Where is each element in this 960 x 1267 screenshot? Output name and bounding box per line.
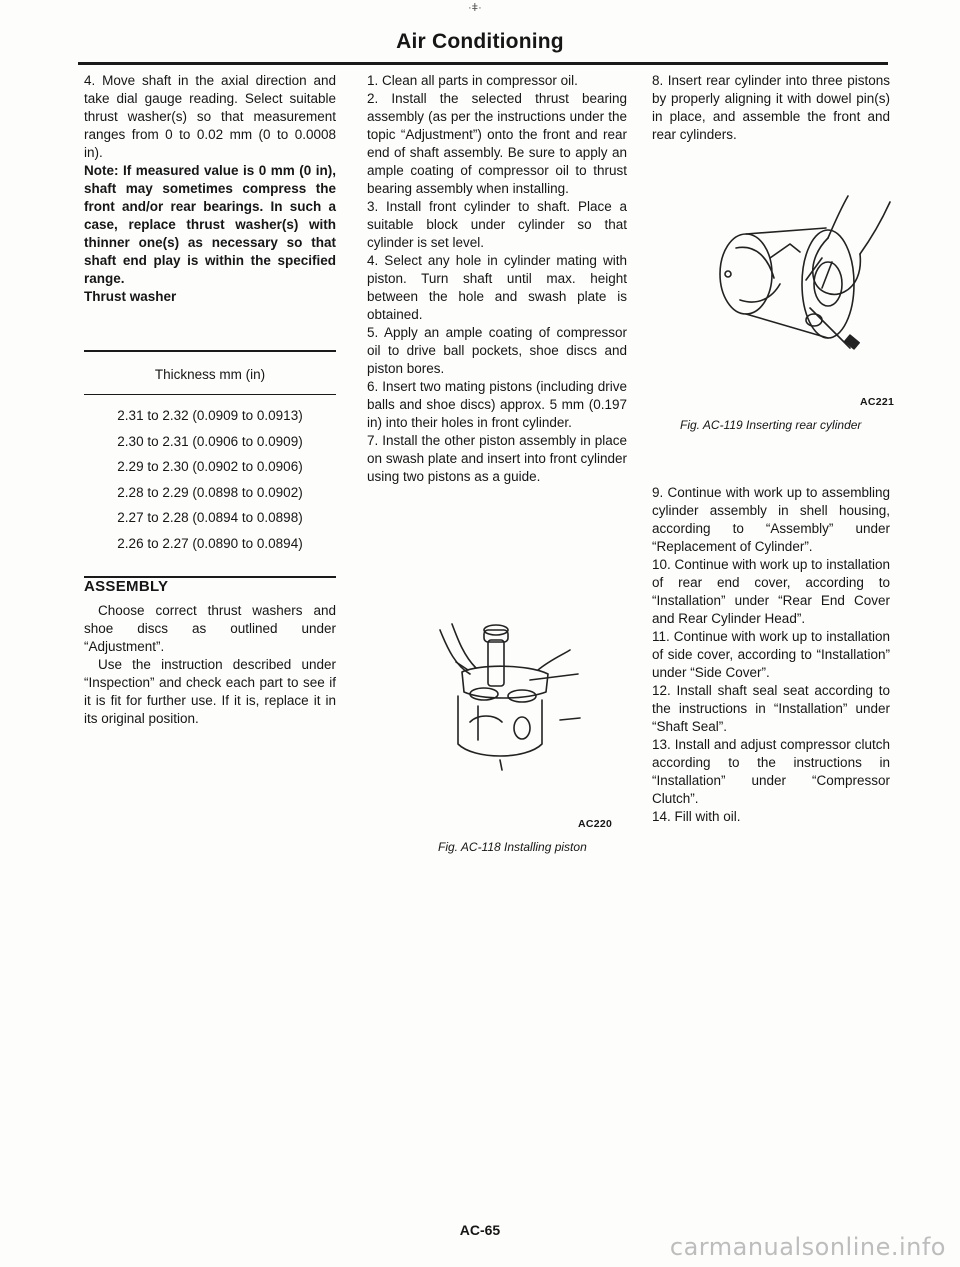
figure-code-ac220: AC220 [578, 818, 613, 830]
step-1: 1. Clean all parts in compressor oil. [367, 73, 578, 88]
figure-code-ac221: AC221 [860, 396, 895, 408]
step-11: 11. Continue with work up to installation of side cover, according to “Installation” under “Side Cover”. [652, 629, 890, 680]
table-row: 2.31 to 2.32 (0.0909 to 0.0913) [117, 408, 303, 423]
step-13: 13. Install and adjust compressor clutch according to the instructions in “Installation” under “Compressor Clutch”. [652, 737, 890, 806]
step-4-measure: 4. Move shaft in the axial direction and take dial gauge reading. Select suitable thrust washer(s) so that measurement ranges from 0 to 0.02 mm (0 to 0.0008 in). [84, 73, 336, 160]
column-middle [367, 72, 627, 486]
inserting-rear-cylinder-illustration [710, 188, 900, 368]
note-text: If measured value is 0 mm (0 in), shaft may sometimes compress the front and/or rear bearings. In such a case, replace thrust washer(s) with thinner one(s) as necessary so that shaft end play is within the specified range. [84, 163, 336, 286]
watermark: carmanualsonline.info [669, 1233, 946, 1261]
step-8: 8. Insert rear cylinder into three pistons by properly aligning it with dowel pin(s) in place, and assemble the front and rear cylinders. [652, 73, 890, 142]
step-2: 2. Install the selected thrust bearing assembly (as per the instructions under the topic “Adjustment”) onto the front and rear end of shaft assembly. Be sure to apply an ample coating of compressor oil to thrust bearing assembly when installing. [367, 91, 627, 196]
step-12: 12. Install shaft seal seat according to the instructions in “Installation” under “Shaft Seal”. [652, 683, 890, 734]
installing-piston-illustration [418, 610, 588, 780]
note-label: Note: [84, 163, 119, 178]
header-rule [78, 62, 888, 65]
table-row: 2.26 to 2.27 (0.0890 to 0.0894) [117, 535, 303, 551]
step-5: 5. Apply an ample coating of compressor oil to drive ball pockets, shoe discs and piston bores. [367, 325, 627, 376]
table-row: 2.30 to 2.31 (0.0906 to 0.0909) [117, 433, 303, 449]
step-6: 6. Insert two mating pistons (including drive balls and shoe discs) approx. 5 mm (0.197 in) into their holes in front cylinder. [367, 379, 627, 430]
column-left [84, 72, 336, 728]
step-9: 9. Continue with work up to assembling cylinder assembly in shell housing, according to “Assembly” under “Replacement of Cylinder”. [652, 485, 890, 554]
step-4: 4. Select any hole in cylinder mating with piston. Turn shaft until max. height between the hole and swash plate is obtained. [367, 253, 627, 322]
note-block [84, 162, 336, 288]
page-title: Air Conditioning [396, 30, 564, 53]
column-right [652, 72, 890, 144]
assembly-paragraph-1: Choose correct thrust washers and shoe discs as outlined under “Adjustment”. [84, 603, 336, 654]
step-10: 10. Continue with work up to installation of rear end cover, according to “Installation” under “Rear End Cover and Rear Cylinder Head”. [652, 557, 890, 626]
assembly-paragraph-2: Use the instruction described under “Inspection” and check each part to see if it is fit for further use. If it is, replace it in its original position. [84, 657, 336, 726]
top-mark: ·ǂ· [468, 2, 482, 14]
figure-caption-ac118: Fig. AC-118 Installing piston [438, 840, 587, 854]
table-row: 2.28 to 2.29 (0.0898 to 0.0902) [117, 484, 303, 500]
thrust-washer-title: Thrust washer [84, 289, 177, 304]
table-body [84, 395, 336, 576]
step-3: 3. Install front cylinder to shaft. Place a suitable block under cylinder so that cylinder is set level. [367, 199, 627, 250]
page-number: AC-65 [459, 1222, 501, 1238]
figure-caption-ac119: Fig. AC-119 Inserting rear cylinder [680, 418, 862, 432]
table-row: 2.29 to 2.30 (0.0902 to 0.0906) [117, 459, 303, 474]
step-7: 7. Install the other piston assembly in place on swash plate and insert into front cylinder using two pistons as a guide. [367, 433, 627, 484]
column-right-steps [652, 484, 890, 826]
step-14: 14. Fill with oil. [652, 809, 741, 824]
assembly-heading: ASSEMBLY [84, 578, 169, 595]
thrust-washer-table [84, 350, 336, 578]
table-header: Thickness mm (in) [84, 352, 336, 395]
table-row: 2.27 to 2.28 (0.0894 to 0.0898) [117, 510, 303, 525]
